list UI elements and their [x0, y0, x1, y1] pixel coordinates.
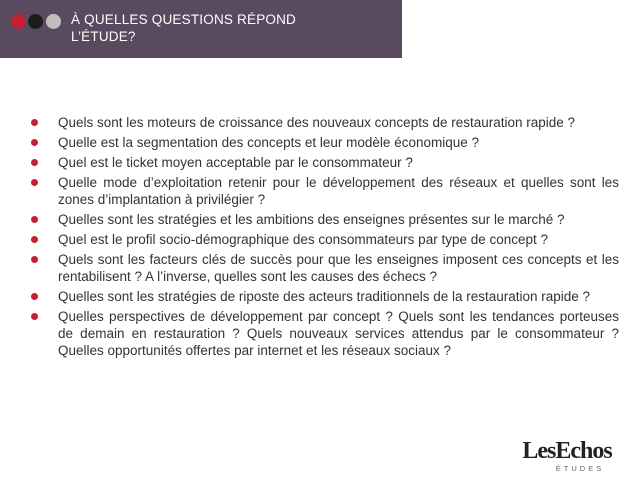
page-title: [71, 11, 391, 45]
question-text: Quels sont les moteurs de croissance des nouveaux concepts de restauration rapide ?: [58, 115, 576, 130]
gray-dot-icon: [46, 14, 61, 29]
question-text: Quel est le ticket moyen acceptable par le consommateur ?: [58, 155, 413, 170]
question-text: Quel est le profil socio-démographique des consommateurs par type de concept ?: [58, 232, 549, 247]
list-item: [29, 174, 619, 208]
list-item: [29, 308, 619, 359]
bullet-icon: [31, 313, 38, 320]
list-item: [29, 231, 619, 248]
page-title-line-2: L’ÉTUDE?: [71, 29, 136, 44]
logo-wordmark: LesEchos: [522, 438, 612, 464]
bullet-icon: [31, 159, 38, 166]
bullet-icon: [31, 236, 38, 243]
question-text: Quelle est la segmentation des concepts et leur modèle économique ?: [58, 135, 480, 150]
bullet-icon: [31, 139, 38, 146]
bullet-icon: [31, 216, 38, 223]
question-text: Quels sont les facteurs clés de succès pour que les enseignes imposent ces concepts et les rentabilisent ? A l’inverse, quelles sont les causes des échecs ?: [58, 252, 619, 284]
logo-subtitle: ÉTUDES: [555, 464, 605, 473]
question-text: Quelles sont les stratégies et les ambitions des enseignes présentes sur le marché ?: [58, 212, 565, 227]
list-item: [29, 211, 619, 228]
question-list: [29, 114, 619, 362]
list-item: [29, 114, 619, 131]
list-item: [29, 154, 619, 171]
question-text: Quelles perspectives de développement par concept ? Quels sont les tendances porteuses de demain en restauration ? Quels nouveaux services attendus par le consommateur ? Quelles opportunités offertes par internet et les réseaux sociaux ?: [58, 309, 619, 358]
bullet-icon: [31, 179, 38, 186]
header-banner: [0, 0, 402, 58]
red-dot-icon: [11, 14, 26, 29]
page-title-line-1: À QUELLES QUESTIONS RÉPOND: [71, 12, 297, 27]
question-text: Quelle mode d’exploitation retenir pour le développement des réseaux et quelles sont les zones d’implantation à privilégier ?: [58, 175, 619, 207]
list-item: [29, 134, 619, 151]
bullet-icon: [31, 256, 38, 263]
black-dot-icon: [28, 14, 43, 29]
bullet-icon: [31, 293, 38, 300]
list-item: [29, 251, 619, 285]
lesechos-logo: [515, 439, 619, 473]
bullet-icon: [31, 119, 38, 126]
list-item: [29, 288, 619, 305]
question-text: Quelles sont les stratégies de riposte des acteurs traditionnels de la restauration rapide ?: [58, 289, 591, 304]
